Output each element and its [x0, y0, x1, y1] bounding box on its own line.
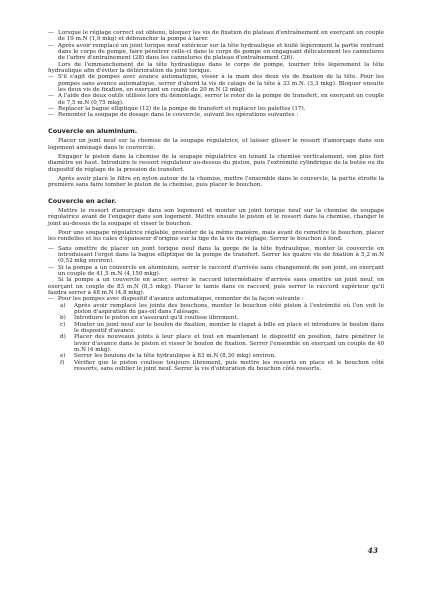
heading-couvercle-aluminium: Couvercle en aluminium.: [48, 126, 138, 135]
instruction-blocage-plateau: — Lorsque le réglage correct est obtenu, bloquer les vis de fixation du plateau d'entraînement en exerçant un couple de 19 m.N (1,9 mkg) et débrancher la pompe à tarer.: [48, 30, 384, 43]
substep-f: [48, 360, 384, 373]
instruction-rotor: — A l'aide des deux outils utilisés lors du démontage, serrer le rotor de la pompe de transfert, en exerçant un couple de 7,5 m.N (0,75 mkg).: [48, 93, 384, 106]
substep-a: [48, 303, 384, 316]
substep-c: [48, 322, 384, 335]
instruction-joint-tete: — Après avoir remplacé un joint torique neuf extérieur sur la tête hydraulique et huilé légèrement la partie rentrant dans le corps de pompe, faire pénétrer celle-ci dans le corps de pompe en engageant délicatement les cannelures de l'arbre d'entraînement (28) dans les cannelures du plateau d'entraînement (26).: [48, 43, 384, 62]
substep-text: Monter un joint neuf sur le boulon de fixation, monter le clapet à bille en place et introduire le boulon dans le dispositif d'avance.: [74, 321, 384, 335]
substep-text: Après avoir remplacé les joints des bouchons, monter le bouchon côté piston à l'extrémité où l'on voit le piston d'aspiration du gas-oil dans l'alésage.: [74, 302, 384, 316]
instruction-bague: — Replacer la bague elliptique (12) de la pompe de transfert et replacer les palettes (17).: [48, 106, 384, 112]
instruction-raccord-alu: — Si la pompe a un couvercle en aluminium, serrer le raccord d'arrivée sans changement de son joint, en exerçant un couple de 41,5 m.N (4,150 mkg).: [48, 265, 384, 278]
substep-text: Serrer les boulons de la tête hydraulique à 83 m.N (8,30 mkg) environ.: [74, 353, 276, 360]
substep-d: [48, 334, 384, 353]
instruction-couvercle: — Sans omettre de placer un joint torique neuf dans la gorge de la tête hydraulique, monter le couvercle en introduisant l'ergot dans la bague elliptique de la pompe de transfert. Serrer les quatre vis de fixation à 5,2 m.N (0,52 mkg environ).: [48, 246, 384, 265]
instruction-vis-fixation: — S'il s'agit de pompes avec avance automatique, visser à la main des deux vis de fixation de la tête. Pour les pompes sans avance automatique, serrer d'abord la vis de calage de la tête à 33 m.N. (3,3 mkg). Bloquer ensuite les deux vis de fixation, en exerçant un couple de 20 m.N (2 mkg).: [48, 74, 384, 93]
instruction-avance-auto: — Pour les pompes avec dispositif d'avance automatique, remonter de la façon suivante :: [48, 296, 384, 302]
paragraph-acier-1: Mettre le ressort d'amorçage dans son logement et monter un joint torique neuf sur la chemise de soupape régulatrice avant de l'engager dans son logement. Mettre ensuite le piston et le ressort dans la chemise, changer le joint au-dessus de la soupape et visser le bouchon.: [48, 207, 384, 227]
substep-text: Vérifier que le piston coulisse toujours librement, puis mettre les ressorts en place et le bouchon côté ressorts, sans oublier le joint neuf. Serrer la vis d'obturation du bouchon côté ressorts.: [74, 359, 384, 373]
instruction-raccord-acier: Si la pompe a un couvercle en acier, serrer le raccord intermédiaire d'arrivée sans omettre un joint neuf, en exerçant un couple de 83 m.N (8,3 mkg). Placer le tamis dans ce raccord, puis serrer le raccord supérieur qu'il faudra serrer à 48 m.N (4,8 mkg).: [48, 277, 384, 297]
substep-marker: b): [60, 315, 66, 322]
paragraph-alu-3: Après avoir placé le filtre en nylon autour de la chemise, mettre l'ensemble dans le couvercle, la partie étroite la première sans faire tomber le piston de la chemise, puis placer le bouchon.: [48, 175, 384, 189]
substep-marker: e): [60, 353, 66, 360]
substep-marker: a): [60, 302, 66, 309]
substep-marker: c): [60, 321, 66, 328]
substep-text: Placer des nouveaux joints à leur place et tout en maintenant le dispositif en position, faire pénétrer le levier d'avance dans le piston et visser le boulon de fixation. Serrer l'ensemble en exerçant un couple de 40 m.N (4 mkg).: [74, 334, 384, 354]
note-emmanchement: Lors de l'emmanchement de la tête hydraulique dans le corps de pompe, tourner très légèrement la tête hydraulique afin d'éviter la détérioration du joint torique.: [48, 61, 384, 75]
paragraph-alu-2: Engager le piston dans la chemise de la soupape régulatrice en tenant la chemise verticalement, son plus fort diamètre en haut. Introduire le ressort régulateur au-dessus du piston, puis l'extrémité cylindrique de la butée ou du dispositif de réglage de la pression de transfert.: [48, 153, 384, 173]
section-couvercle-acier: [48, 208, 384, 373]
heading-couvercle-acier: Couvercle en acier.: [48, 196, 117, 205]
section-couvercle-aluminium: [48, 138, 384, 188]
substep-marker: f): [60, 359, 65, 366]
substep-text: Introduire le piston en s'assurant qu'il coulisse librement.: [74, 315, 239, 322]
substep-marker: d): [60, 334, 66, 341]
section-tete-hydraulique: [48, 30, 384, 119]
paragraph-acier-2: Pour une soupape régulatrice réglable, procéder de la même manière, mais avant de remettre le bouchon, placer les rondelles et les cales d'épaisseur d'origine sur la tige de la vis de réglage. Serrer le bouchon à fond.: [48, 229, 384, 243]
instruction-soupape: — Remonter la soupape de dosage dans le couvercle, suivant les opérations suivantes :: [48, 112, 384, 118]
page-number: 43: [367, 546, 378, 555]
paragraph-alu-1: Placer un joint neuf sur la chemise de la soupape régulatrice, et laisser glisser le ressort d'amorçage dans son logement aménagé dans le couvercle.: [48, 138, 384, 151]
avance-substeps: [48, 303, 384, 373]
